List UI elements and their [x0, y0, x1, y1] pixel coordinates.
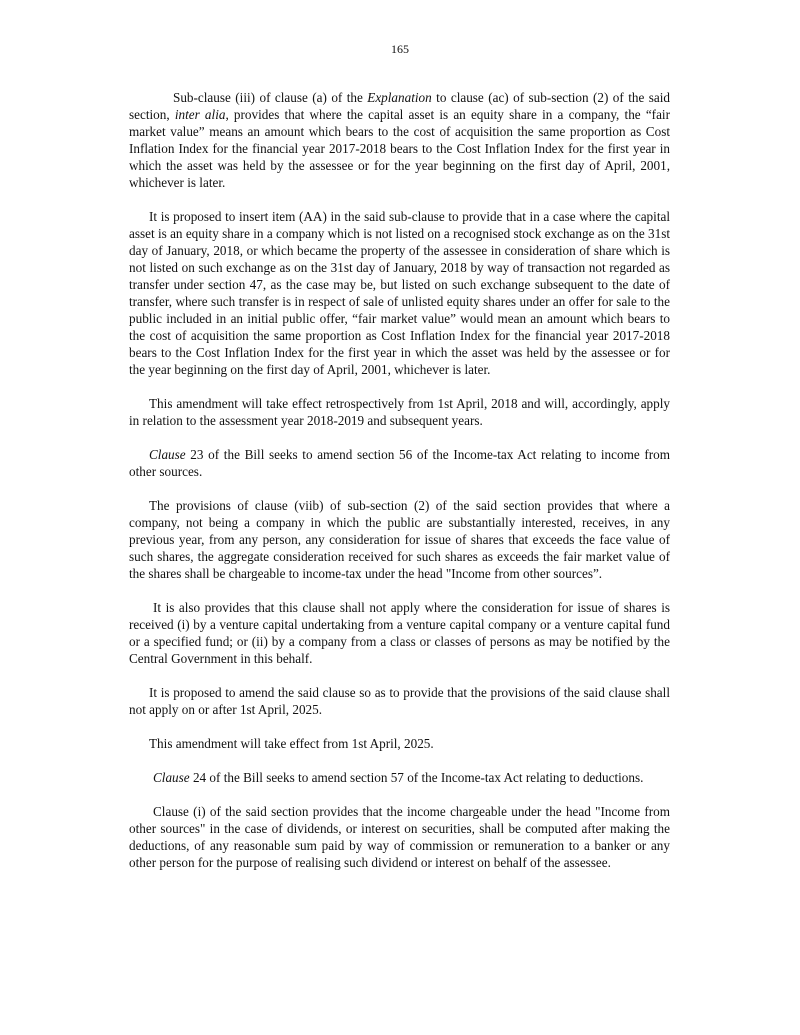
- italic-text-segment: Clause: [149, 447, 186, 462]
- text-segment: 23 of the Bill seeks to amend section 56 of the Income-tax Act relating to income from other sources.: [129, 447, 670, 479]
- text-segment: It is proposed to insert item (AA) in the said sub-clause to provide that in a case where the capital asset is an equity share in a company which is not listed on a recognised stock exchange as on the 31st day of January, 2018, or which became the property of the assessee in consideration of share which is not listed on such exchange as on the 31st day of January, 2018 by way of transaction not regarded as transfer under section 47, as the case may be, but listed on such exchange subsequent to the date of transfer, where such transfer is in respect of sale of unlisted equity shares under an offer for sale to the public included in an initial public offer, “fair market value” would mean an amount which bears to the cost of acquisition the same proportion as Cost Inflation Index for the financial year 2017-2018 bears to the Cost Inflation Index for the first year in which the asset was held by the assessee or for the year beginning on the first day of April, 2001, whichever is later.: [129, 209, 670, 377]
- italic-text-segment: Clause: [153, 770, 190, 785]
- paragraph: [129, 684, 670, 718]
- italic-text-segment: inter alia: [174, 107, 226, 122]
- paragraph: [129, 497, 670, 582]
- text-segment: Sub-clause (iii) of clause (a) of the: [173, 90, 368, 105]
- paragraph: [129, 395, 670, 429]
- text-segment: The provisions of clause (viib) of sub-section (2) of the said section provides that where a company, not being a company in which the public are substantially interested, receives, in any previous year, from any person, any consideration for issue of shares that exceeds the face value of such shares, the aggregate consideration received for such shares as exceeds the fair market value of the shares shall be chargeable to income-tax under the head "Income from other sources”.: [129, 498, 670, 581]
- text-segment: This amendment will take effect from 1st April, 2025.: [149, 736, 434, 751]
- paragraph: [129, 446, 670, 480]
- text-segment: 24 of the Bill seeks to amend section 57 of the Income-tax Act relating to deductions.: [189, 770, 644, 785]
- paragraph: [129, 735, 670, 752]
- document-body: [129, 89, 670, 888]
- text-segment: to clause (ac) of sub-section (2) of the said section,: [129, 90, 670, 122]
- paragraph: [129, 89, 670, 191]
- paragraph: [129, 599, 670, 667]
- italic-text-segment: Explanation: [367, 90, 432, 105]
- paragraph: [129, 803, 670, 871]
- text-segment: , provides that where the capital asset is an equity share in a company, the “fair market value” means an amount which bears to the cost of acquisition the same proportion as Cost Inflation Index for the financial year 2017-2018 bears to the Cost Inflation Index for the first year in which the asset was held by the assessee or for the year beginning on the first day of April, 2001, whichever is later.: [129, 107, 670, 190]
- paragraph: [129, 208, 670, 378]
- page-number: 165: [391, 42, 409, 56]
- text-segment: It is also provides that this clause shall not apply where the consideration for issue of shares is received (i) by a venture capital undertaking from a venture capital company or a venture capital fund or a specified fund; or (ii) by a company from a class or classes of persons as may be notified by the Central Government in this behalf.: [129, 600, 670, 666]
- paragraph: [129, 769, 670, 786]
- text-segment: This amendment will take effect retrospectively from 1st April, 2018 and will, accordingly, apply in relation to the assessment year 2018-2019 and subsequent years.: [129, 396, 670, 428]
- text-segment: Clause (i) of the said section provides that the income chargeable under the head "Income from other sources" in the case of dividends, or interest on securities, shall be computed after making the deductions, of any reasonable sum paid by way of commission or remuneration to a banker or any other person for the purpose of realising such dividend or interest on behalf of the assessee.: [129, 804, 670, 870]
- text-segment: It is proposed to amend the said clause so as to provide that the provisions of the said clause shall not apply on or after 1st April, 2025.: [129, 685, 670, 717]
